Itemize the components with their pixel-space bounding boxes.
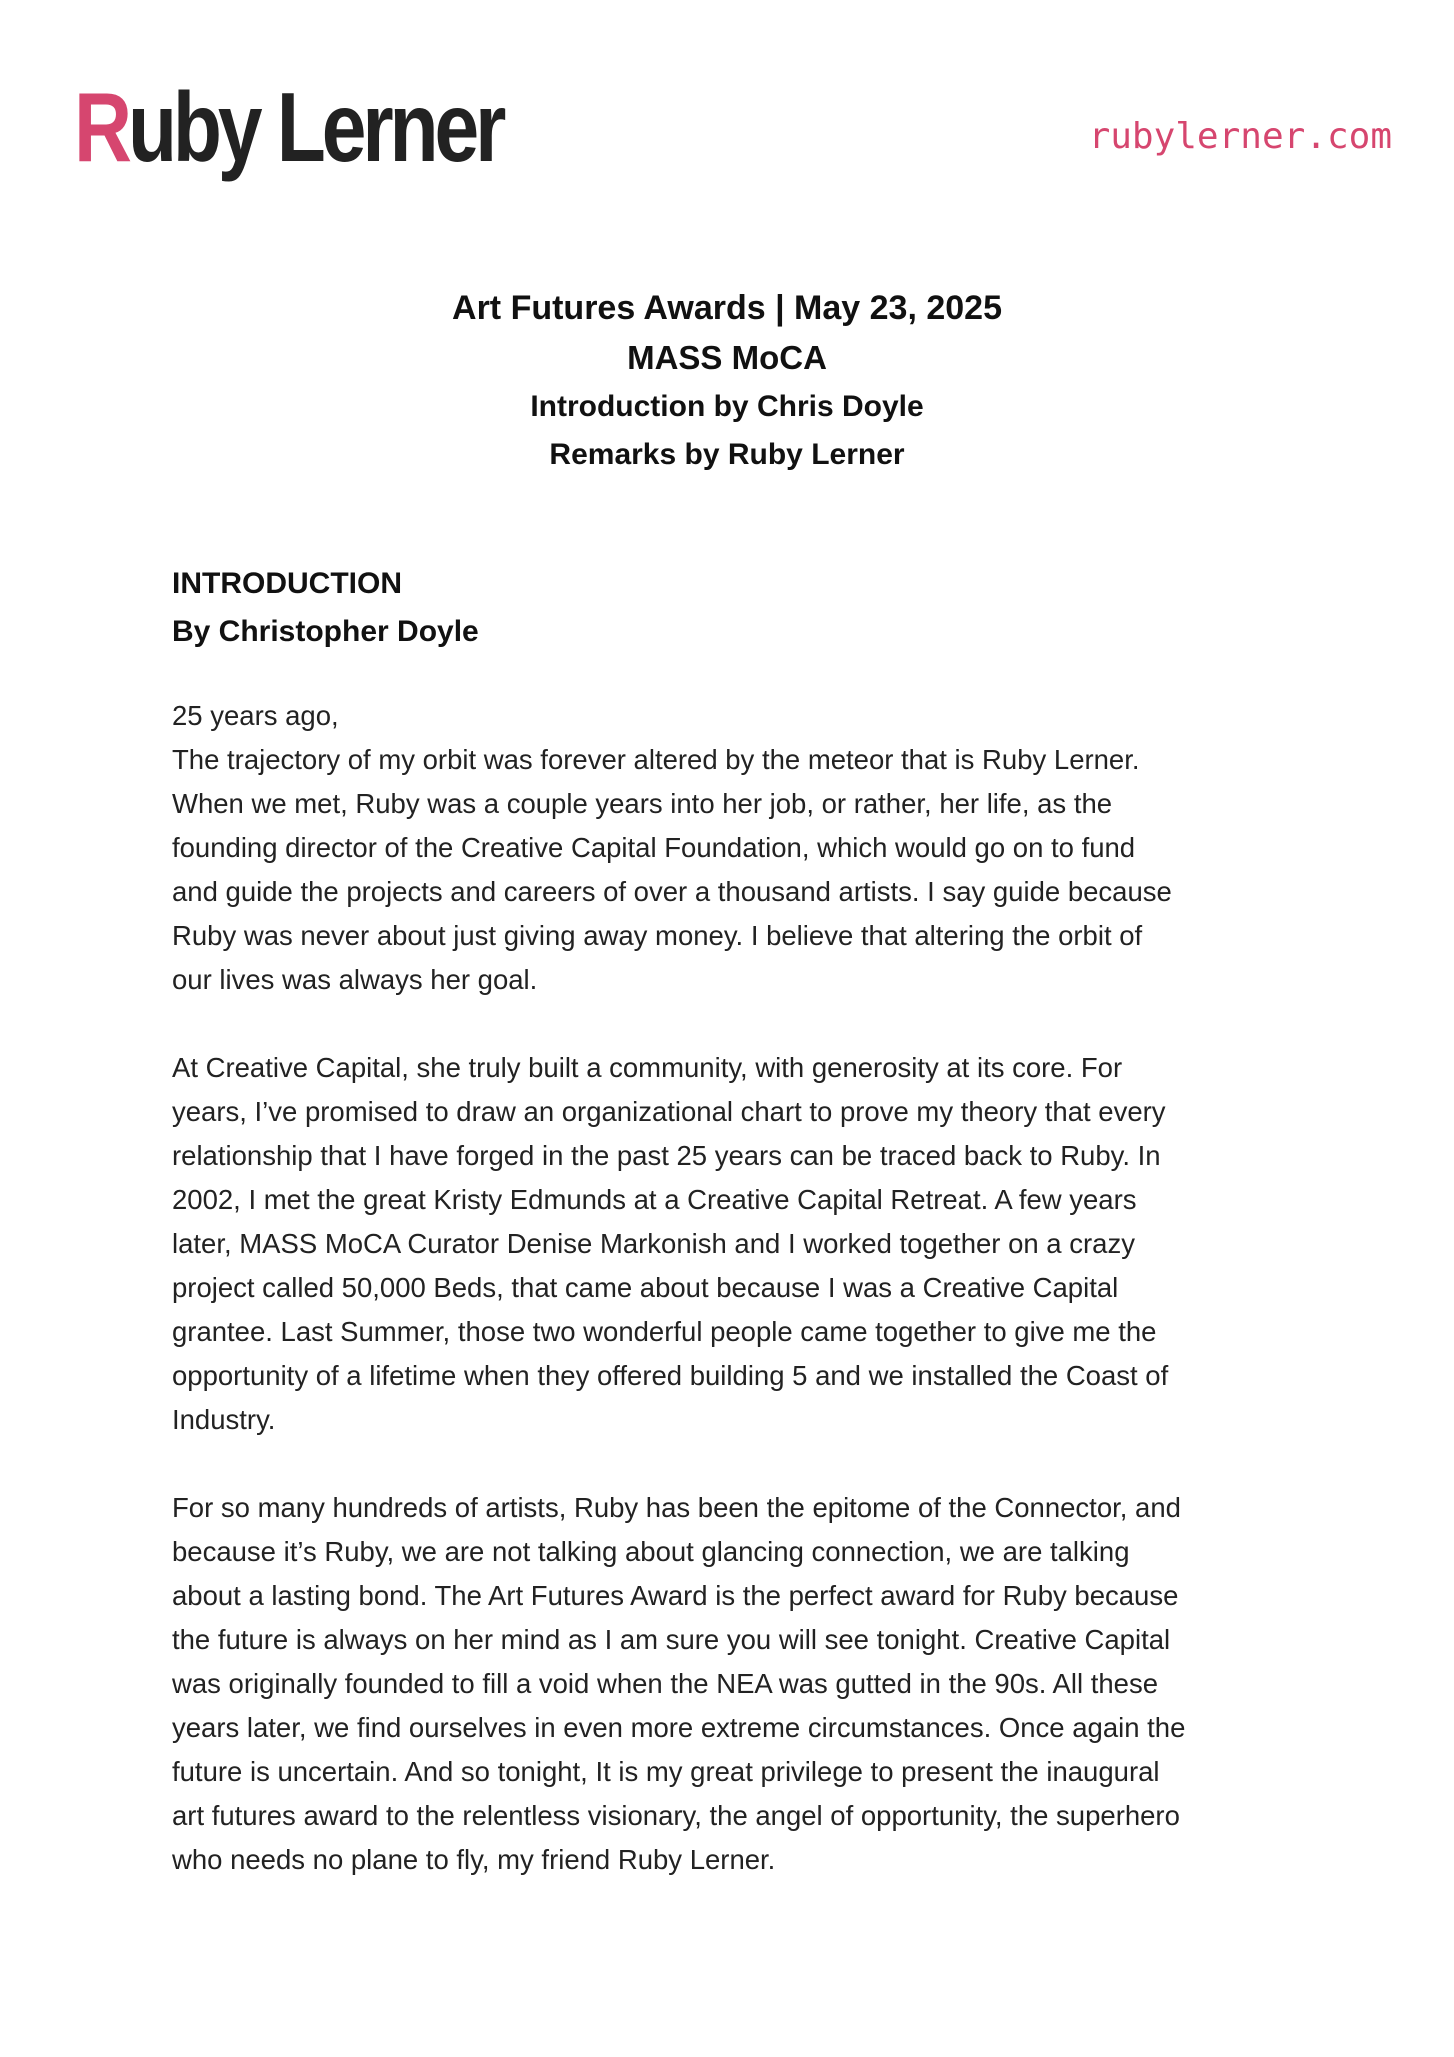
text-line: art futures award to the relentless visionary, the angel of opportunity, the superhero (172, 1800, 1180, 1831)
text-line: and guide the projects and careers of over a thousand artists. I say guide because (172, 876, 1172, 907)
text-line: 25 years ago, (172, 700, 339, 731)
paragraph-1 (172, 694, 1252, 1002)
text-line: the future is always on her mind as I am sure you will see tonight. Creative Capital (172, 1624, 1171, 1655)
section-title: INTRODUCTION (172, 567, 402, 600)
text-line: project called 50,000 Beds, that came about because I was a Creative Capital (172, 1272, 1119, 1303)
text-line: years later, we find ourselves in even more extreme circumstances. Once again the (172, 1712, 1186, 1743)
section-byline: By Christopher Doyle (172, 615, 479, 648)
text-line: later, MASS MoCA Curator Denise Markonish and I worked together on a crazy (172, 1228, 1135, 1259)
logo-initial: R (74, 72, 128, 182)
introduction-credit: Introduction by Chris Doyle (530, 390, 924, 423)
ruby-lerner-logo (74, 72, 503, 182)
text-line: grantee. Last Summer, those two wonderful people came together to give me the (172, 1316, 1157, 1347)
text-line: who needs no plane to fly, my friend Ruby Lerner. (172, 1844, 776, 1875)
text-line: years, I’ve promised to draw an organizational chart to prove my theory that every (172, 1096, 1166, 1127)
text-line: Industry. (172, 1404, 276, 1435)
text-line: was originally founded to fill a void when the NEA was gutted in the 90s. All these (172, 1668, 1159, 1699)
text-line: future is uncertain. And so tonight, It is my great privilege to present the inaugural (172, 1756, 1160, 1787)
text-line: When we met, Ruby was a couple years into her job, or rather, her life, as the (172, 788, 1113, 819)
text-line: relationship that I have forged in the past 25 years can be traced back to Ruby. In (172, 1140, 1161, 1171)
site-url: rubylerner.com (1088, 116, 1392, 157)
text-line: opportunity of a lifetime when they offered building 5 and we installed the Coast of (172, 1360, 1169, 1391)
text-line: The trajectory of my orbit was forever altered by the meteor that is Ruby Lerner. (172, 744, 1140, 775)
title-block (0, 283, 1454, 479)
text-line: our lives was always her goal. (172, 964, 538, 995)
text-line: 2002, I met the great Kristy Edmunds at a Creative Capital Retreat. A few years (172, 1184, 1137, 1215)
section-heading (172, 560, 479, 656)
text-line: because it’s Ruby, we are not talking about glancing connection, we are talking (172, 1536, 1130, 1567)
text-line: For so many hundreds of artists, Ruby has been the epitome of the Connector, and (172, 1492, 1181, 1523)
paragraph-2 (172, 1046, 1252, 1442)
logo-wordmark: uby Lerner (127, 72, 503, 182)
remarks-credit: Remarks by Ruby Lerner (549, 438, 905, 471)
text-line: Ruby was never about just giving away money. I believe that altering the orbit of (172, 920, 1143, 951)
text-line: At Creative Capital, she truly built a community, with generosity at its core. For (172, 1052, 1123, 1083)
event-venue: MASS MoCA (627, 339, 827, 376)
text-line: about a lasting bond. The Art Futures Award is the perfect award for Ruby because (172, 1580, 1179, 1611)
paragraph-3 (172, 1486, 1252, 1882)
event-title: Art Futures Awards | May 23, 2025 (452, 289, 1002, 327)
text-line: founding director of the Creative Capital Foundation, which would go on to fund (172, 832, 1136, 863)
